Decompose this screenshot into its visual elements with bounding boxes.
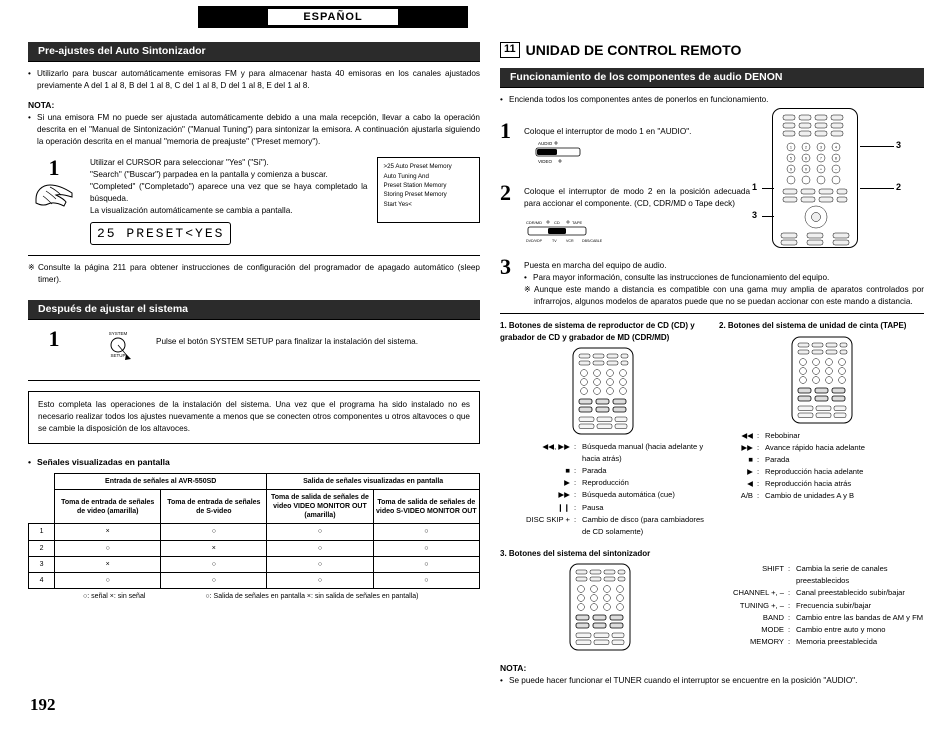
table-col-header-3: Toma de salida de señales de video VIDEO MONITOR OUT (amarilla) (267, 490, 373, 524)
key-row: ◀◀ : Rebobinar (719, 430, 924, 442)
chapter-heading (500, 42, 924, 58)
step-number-block (28, 157, 80, 215)
key-desc: Parada (765, 454, 790, 464)
mode-switch-2-icon (524, 218, 634, 248)
key-row: MODE : Cambio entre auto y mono (714, 624, 924, 636)
table-group-header-input: Entrada de señales al AVR-550SD (55, 474, 267, 490)
remote-step-2 (500, 179, 750, 210)
table-row (29, 524, 480, 540)
key-label: MEMORY (749, 636, 784, 646)
key-desc: Búsqueda automática (cue) (582, 490, 675, 500)
svg-text:5: 5 (790, 156, 792, 161)
key-row: MEMORY : Memoria preestablecida (714, 636, 924, 648)
remote-step-3-text: Puesta en marcha del equipo de audio. (524, 260, 667, 270)
remote-step-3 (500, 253, 924, 308)
step-number-block-2 (28, 325, 80, 351)
step-1-text-block (90, 157, 367, 244)
key-group-tape-title: 2. Botones del sistema de unidad de cinta (TAPE) (719, 321, 907, 331)
remote-cd-illustration (500, 347, 705, 437)
cell-4-3: ○ (267, 572, 373, 588)
cell-4-4: ○ (373, 572, 479, 588)
hand-pointer-icon (30, 179, 78, 213)
step-1-line-4: La visualización automáticamente se cambia a pantalla. (90, 206, 293, 216)
cell-1-1: × (55, 524, 161, 540)
key-desc: Memoria preestablecida (796, 636, 878, 646)
key-label: ▶ (747, 467, 753, 477)
svg-text:DVD/VDP: DVD/VDP (526, 238, 542, 243)
step-1-line-3: "Completed" ("Completado") aparece una vez que se haya completado la búsqueda. (90, 182, 368, 204)
remote-step-2-number: 2 (500, 179, 511, 205)
auto-preset-step-1 (28, 157, 480, 244)
cell-3-4: ○ (373, 556, 479, 572)
key-label: CHANNEL +, – (733, 588, 784, 598)
legend-output: ○: Salida de señales en pantalla ×: sin salida de señales en pantalla) (205, 592, 419, 600)
cell-3-3: ○ (267, 556, 373, 572)
remote-tape-svg (774, 336, 870, 424)
divider-1 (28, 255, 480, 256)
key-group-cd (500, 320, 705, 538)
svg-text:CDR/MD: CDR/MD (526, 219, 542, 225)
nota-label-left: NOTA: (28, 99, 55, 110)
table-legend (28, 593, 480, 600)
table-row (29, 572, 480, 588)
remote-control-main-illustration (772, 108, 858, 248)
preset-panel-line-1: >25 Auto Preset Memory (383, 163, 452, 171)
svg-text:SETUP: SETUP (110, 352, 126, 358)
table-col-header-2: Toma de entrada de señales de S-video (161, 490, 267, 524)
after-setup-step-1-text: Pulse el botón SYSTEM SETUP para finalizar la instalación del sistema. (156, 336, 418, 346)
key-label: ▶▶ (741, 442, 753, 452)
cell-2-4: ○ (373, 540, 479, 556)
leader-3-top (860, 146, 894, 147)
key-row: TUNING +, – : Frecuencia subir/bajar (714, 600, 924, 612)
svg-text:0: 0 (805, 167, 807, 172)
key-row: DISC SKIP + : Cambio de disco (para cambiadores de CD solamente) (500, 514, 705, 538)
svg-text:–: – (835, 167, 837, 172)
preset-panel-line-5: Start Yes< (383, 200, 412, 208)
key-row: ■ : Parada (719, 454, 924, 466)
svg-text:VIDEO: VIDEO (538, 158, 553, 164)
remote-tuner-svg (552, 563, 648, 651)
key-desc: Cambio entre auto y mono (796, 624, 886, 634)
section-header-after-setup: Después de ajustar el sistema (28, 300, 480, 319)
svg-text:AUDIO: AUDIO (538, 140, 553, 146)
svg-text:CD: CD (554, 219, 560, 225)
key-desc: Cambio entre las bandas de AM y FM (796, 612, 924, 622)
language-banner (198, 6, 468, 28)
leader-1 (762, 188, 774, 189)
step-number-2: 1 (48, 325, 60, 351)
remote-key-groups (500, 320, 924, 538)
table-column-header-row (29, 490, 480, 524)
key-row: ▶ : Reproducción (500, 477, 705, 489)
table-col-header-4: Toma de salida de señales de video S-VIDEO MONITOR OUT (373, 490, 479, 524)
step-1-line-1: Utilizar el CURSOR para seleccionar "Yes" ("Sí"). (90, 158, 269, 168)
divider-3 (500, 313, 924, 314)
key-label: ❙❙ (557, 502, 570, 512)
sleep-timer-footnote: ※ Consulte la página 211 para obtener instrucciones de configuración del programador de apagado automático (sleep timer). (28, 262, 480, 286)
system-setup-button-icon (93, 328, 143, 366)
key-row: ▶▶ : Avance rápido hacia adelante (719, 442, 924, 454)
key-label: ▶▶ (558, 490, 570, 500)
key-label: MODE (761, 624, 784, 634)
remote-tape-illustration (719, 336, 924, 426)
key-desc: Reproducción hacia atrás (765, 479, 852, 489)
chapter-title: UNIDAD DE CONTROL REMOTO (525, 42, 742, 58)
svg-text:4: 4 (835, 145, 837, 150)
row-num-1: 1 (29, 524, 55, 540)
key-group-tuner (500, 548, 924, 653)
key-group-cd-title: 1. Botones de sistema de reproductor de CD (CD) y grabador de CD y grabador de MD (CDR/MD) (500, 321, 695, 342)
key-desc: Cambia la serie de canales preestablecidos (796, 564, 888, 586)
remote-steps-region (500, 106, 924, 256)
cell-2-2: × (161, 540, 267, 556)
table-col-header-1: Toma de entrada de señales de video (amarilla) (55, 490, 161, 524)
row-num-4: 4 (29, 572, 55, 588)
callout-1: 1 (752, 181, 758, 192)
key-row: ■ : Parada (500, 465, 705, 477)
key-label: ■ (748, 454, 753, 464)
key-desc: Parada (582, 466, 607, 476)
legend-input: ○: señal ×: sin señal (83, 592, 146, 600)
lcd-display: 25 PRESET<YES (90, 222, 231, 245)
key-label: A/B (740, 491, 753, 501)
remote-step-1-text: Coloque el interruptor de modo 1 en "AUDIO". (524, 126, 692, 136)
svg-text:8: 8 (835, 156, 837, 161)
table-group-header-output: Salida de señales visualizadas en pantalla (267, 474, 480, 490)
key-row: ▶▶ : Búsqueda automática (cue) (500, 489, 705, 501)
remote-tuner-illustration (500, 563, 700, 653)
key-row: ▶ : Reproducción hacia adelante (719, 466, 924, 478)
leader-2 (860, 188, 894, 189)
key-row: A/B : Cambio de unidades A y B (719, 490, 924, 502)
svg-text:TAPE: TAPE (572, 219, 583, 225)
cell-2-3: ○ (267, 540, 373, 556)
key-desc: Frecuencia subir/bajar (796, 600, 872, 610)
key-desc: Pausa (582, 502, 604, 512)
callout-3-top: 3 (896, 139, 902, 150)
right-column (500, 42, 924, 687)
key-desc: Búsqueda manual (hacia adelante y hacia atrás) (582, 441, 704, 463)
section-header-denon-audio: Funcionamiento de los componentes de audio DENON (500, 68, 924, 87)
step-1-line-2: "Search" ("Buscar") parpadea en la pantalla y comienza a buscar. (90, 170, 328, 180)
key-desc: Rebobinar (765, 430, 801, 440)
svg-text:6: 6 (805, 156, 807, 161)
section-header-auto-preset: Pre-ajustes del Auto Sintonizador (28, 42, 480, 61)
key-desc: Cambio de disco (para cambiadores de CD solamente) (582, 514, 704, 536)
key-row: ◀◀, ▶▶ : Búsqueda manual (hacia adelante y hacia atrás) (500, 441, 705, 465)
key-label: DISC SKIP + (526, 514, 570, 524)
mode-switch-1-icon (530, 138, 620, 168)
callout-3-bottom: 3 (752, 209, 758, 220)
page-number: 192 (30, 695, 56, 714)
svg-text:DBS/CABLE: DBS/CABLE (582, 238, 603, 243)
callout-2: 2 (896, 181, 902, 192)
key-desc: Reproducción (582, 478, 629, 488)
divider-2 (28, 380, 480, 381)
key-desc: Canal preestablecido subir/bajar (796, 588, 905, 598)
step-number: 1 (48, 155, 60, 181)
setup-complete-note: Esto completa las operaciones de la instalación del sistema. Una vez que el programa ha sido instalado no es necesario realizar todos los ajustes nuevamente a menos que se conecten otros componentes u otros altavoces o que se cambie la disposición de los altavoces. (28, 391, 480, 444)
svg-text:VCR: VCR (566, 238, 574, 243)
leader-3-bottom (762, 216, 774, 217)
key-label: BAND (762, 612, 784, 622)
key-label: ◀◀, ▶▶ (542, 441, 570, 451)
key-row: ❙❙ : Pausa (500, 502, 705, 514)
remote-cd-svg (555, 347, 651, 435)
key-desc: Cambio de unidades A y B (765, 491, 855, 501)
cell-1-3: ○ (267, 524, 373, 540)
auto-preset-description: • Utilizarlo para buscar automáticamente emisoras FM y para almacenar hasta 40 emisoras en los canales ajustados previamente A del 1 al 8, B del 1 al 8, C del 1 al 8, D del 1 al 8, E del 1 al 8. (28, 68, 480, 92)
remote-step-1-number: 1 (500, 117, 511, 143)
svg-text:9: 9 (790, 167, 792, 172)
svg-text:1: 1 (790, 145, 792, 150)
preset-memory-panel (377, 157, 480, 223)
key-label: ■ (565, 466, 570, 476)
cell-1-2: ○ (161, 524, 267, 540)
cell-4-2: ○ (161, 572, 267, 588)
key-desc: Avance rápido hacia adelante (765, 442, 865, 452)
chapter-number: 11 (500, 42, 520, 57)
key-list-tuner (714, 563, 924, 648)
key-row: ◀ : Reproducción hacia atrás (719, 478, 924, 490)
signals-table (28, 473, 480, 589)
cell-4-1: ○ (55, 572, 161, 588)
table-group-header-row (29, 474, 480, 490)
cell-1-4: ○ (373, 524, 479, 540)
cell-2-1: ○ (55, 540, 161, 556)
svg-text:TV: TV (552, 238, 557, 243)
key-row: CHANNEL +, – : Canal preestablecido subir/bajar (714, 587, 924, 599)
mode-switch-1-diagram (530, 138, 620, 170)
key-group-tape (719, 320, 924, 538)
key-row: SHIFT : Cambia la serie de canales preestablecidos (714, 563, 924, 587)
mode-switch-2-diagram (524, 218, 634, 250)
key-label: SHIFT (762, 564, 784, 574)
svg-text:SYSTEM: SYSTEM (108, 330, 128, 336)
signals-section-title: • Señales visualizadas en pantalla (28, 456, 480, 468)
remote-step-3-bullet-2: ※ Aunque este mando a distancia es compatible con una gama muy amplia de aparatos controlados por infrarrojos, algunos modelos de aparatos puede que no se puedan accionar con este mando a distancia. (524, 284, 924, 308)
key-desc: Reproducción hacia adelante (765, 467, 864, 477)
svg-text:7: 7 (820, 156, 822, 161)
cell-3-2: ○ (161, 556, 267, 572)
left-column (28, 42, 480, 600)
remote-main-svg (773, 109, 859, 249)
key-label: TUNING +, – (739, 600, 784, 610)
row-num-2: 2 (29, 540, 55, 556)
key-row: BAND : Cambio entre las bandas de AM y FM (714, 612, 924, 624)
row-num-3: 3 (29, 556, 55, 572)
table-row (29, 556, 480, 572)
remote-step-2-text: Coloque el interruptor de modo 2 en la posición adecuada para accionar el componente. (CD, CDR/MD o Tape deck) (524, 186, 750, 208)
preset-panel-line-2: Auto Tuning And (383, 172, 429, 180)
key-group-tuner-title: 3. Botones del sistema del sintonizador (500, 548, 651, 558)
after-setup-step-1 (28, 325, 480, 368)
svg-text:3: 3 (820, 145, 822, 150)
key-label: ▶ (564, 478, 570, 488)
table-row (29, 540, 480, 556)
cell-3-1: × (55, 556, 161, 572)
preset-panel-line-4: Storing Preset Memory (383, 191, 447, 199)
remote-step-3-number: 3 (500, 253, 511, 279)
nota-text-left: • Si una emisora FM no puede ser ajustada automáticamente debido a una mala recepción, llevar a cabo la operación descrita en el "Manual de Sintonización" ("Manual Tuning") para sintonizar la emisora. A continuación ajustarla siguiendo la operación descrita en el manual "memoria de preajuste" ("Preset memory"). (28, 112, 480, 148)
svg-text:2: 2 (805, 145, 807, 150)
remote-step-3-bullet-1: • Para mayor información, consulte las instrucciones de funcionamiento del equipo. (524, 272, 924, 284)
key-list-tape (719, 430, 924, 503)
preset-panel-line-3: Preset Station Memory (383, 182, 447, 190)
nota-text-right: • Se puede hacer funcionar el TUNER cuando el interruptor se encuentre en la posición "AUDIO". (500, 675, 924, 687)
key-label: ◀◀ (741, 430, 753, 440)
system-setup-button-graphic (90, 328, 146, 368)
key-list-cd (500, 441, 705, 538)
key-label: ◀ (747, 479, 753, 489)
power-on-bullet: • Encienda todos los componentes antes de ponerlos en funcionamiento. (500, 94, 924, 106)
svg-text:+: + (820, 167, 822, 172)
language-label: ESPAÑOL (268, 9, 398, 25)
nota-label-right: NOTA: (500, 663, 527, 674)
